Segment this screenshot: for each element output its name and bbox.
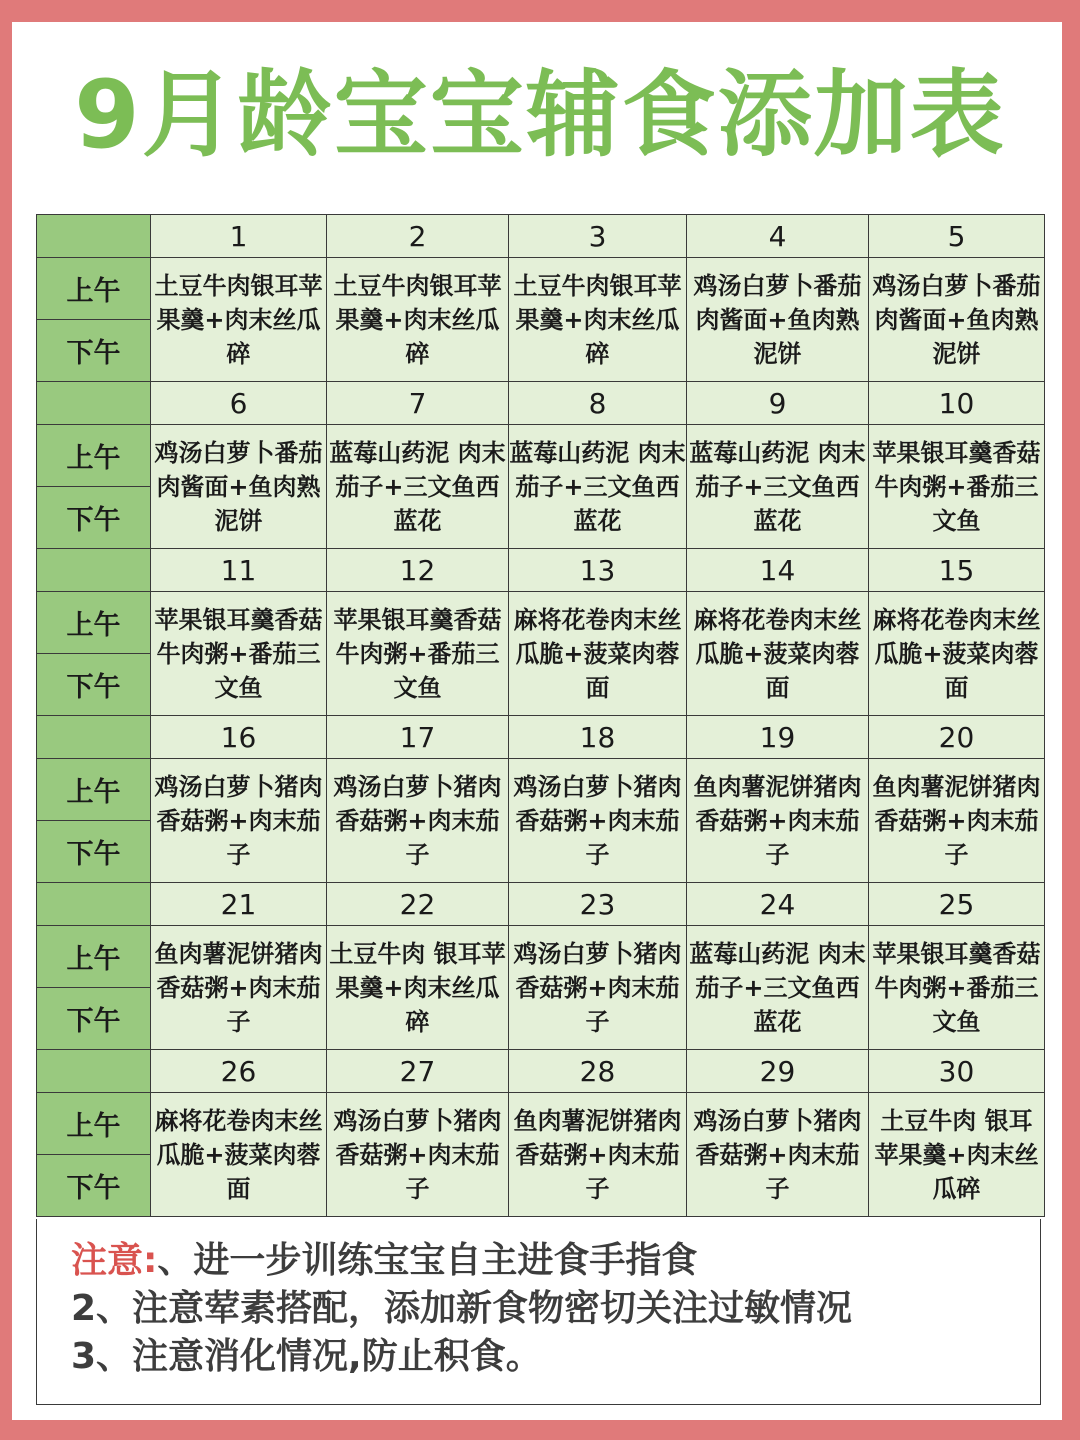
meal-cell: 蓝莓山药泥 肉末茄子+三文鱼西蓝花 <box>687 926 869 1050</box>
page-title: 9月龄宝宝辅食添加表 <box>74 61 1006 170</box>
meal-row-morning <box>37 258 1045 320</box>
day-number: 21 <box>151 883 327 926</box>
day-number: 1 <box>151 215 327 258</box>
day-number: 8 <box>509 382 687 425</box>
day-number: 15 <box>869 549 1045 592</box>
day-number: 17 <box>327 716 509 759</box>
day-number: 5 <box>869 215 1045 258</box>
day-number: 7 <box>327 382 509 425</box>
day-number: 6 <box>151 382 327 425</box>
day-number: 23 <box>509 883 687 926</box>
day-number-row <box>37 382 1045 425</box>
morning-label: 上午 <box>37 592 151 654</box>
day-number: 3 <box>509 215 687 258</box>
meal-cell: 麻将花卷肉末丝瓜脆+菠菜肉蓉面 <box>509 592 687 716</box>
day-number: 30 <box>869 1050 1045 1093</box>
meal-cell: 土豆牛肉银耳苹果羹+肉末丝瓜碎 <box>151 258 327 382</box>
meal-cell: 鸡汤白萝卜猪肉香菇粥+肉末茄子 <box>509 926 687 1050</box>
meal-cell: 土豆牛肉银耳苹果羹+肉末丝瓜碎 <box>327 258 509 382</box>
meal-cell: 鸡汤白萝卜猪肉香菇粥+肉末茄子 <box>687 1093 869 1217</box>
meal-cell: 鸡汤白萝卜猪肉香菇粥+肉末茄子 <box>151 759 327 883</box>
meal-row-morning <box>37 1093 1045 1155</box>
day-number: 16 <box>151 716 327 759</box>
day-number: 20 <box>869 716 1045 759</box>
meal-cell: 鸡汤白萝卜猪肉香菇粥+肉末茄子 <box>327 759 509 883</box>
day-number: 12 <box>327 549 509 592</box>
corner-cell <box>37 215 151 258</box>
day-number: 9 <box>687 382 869 425</box>
meal-cell: 鸡汤白萝卜番茄肉酱面+鱼肉熟泥饼 <box>687 258 869 382</box>
corner-cell <box>37 883 151 926</box>
day-number: 10 <box>869 382 1045 425</box>
meal-cell: 苹果银耳羹香菇牛肉粥+番茄三文鱼 <box>151 592 327 716</box>
meal-cell: 土豆牛肉银耳苹果羹+肉末丝瓜碎 <box>509 258 687 382</box>
corner-cell <box>37 549 151 592</box>
day-number: 22 <box>327 883 509 926</box>
day-number-row <box>37 549 1045 592</box>
note-line-1 <box>71 1237 1040 1285</box>
day-number: 26 <box>151 1050 327 1093</box>
meal-row-morning <box>37 592 1045 654</box>
note-line-3: 3、注意消化情况,防止积食。 <box>71 1336 542 1377</box>
meal-cell: 鱼肉薯泥饼猪肉香菇粥+肉末茄子 <box>687 759 869 883</box>
day-number-row <box>37 1050 1045 1093</box>
day-number-row <box>37 883 1045 926</box>
morning-label: 上午 <box>37 926 151 988</box>
meal-cell: 鱼肉薯泥饼猪肉香菇粥+肉末茄子 <box>509 1093 687 1217</box>
day-number: 28 <box>509 1050 687 1093</box>
afternoon-label: 下午 <box>37 988 151 1050</box>
day-number: 24 <box>687 883 869 926</box>
corner-cell <box>37 1050 151 1093</box>
meal-cell: 鸡汤白萝卜番茄肉酱面+鱼肉熟泥饼 <box>869 258 1045 382</box>
meal-cell: 土豆牛肉 银耳苹果羹+肉末丝瓜碎 <box>327 926 509 1050</box>
meal-cell: 苹果银耳羹香菇牛肉粥+番茄三文鱼 <box>869 425 1045 549</box>
afternoon-label: 下午 <box>37 487 151 549</box>
meal-cell: 土豆牛肉 银耳苹果羹+肉末丝瓜碎 <box>869 1093 1045 1217</box>
meal-cell: 麻将花卷肉末丝瓜脆+菠菜肉蓉面 <box>687 592 869 716</box>
afternoon-label: 下午 <box>37 654 151 716</box>
day-number: 18 <box>509 716 687 759</box>
meal-cell: 鱼肉薯泥饼猪肉香菇粥+肉末茄子 <box>151 926 327 1050</box>
meal-cell: 鸡汤白萝卜猪肉香菇粥+肉末茄子 <box>327 1093 509 1217</box>
meal-cell: 苹果银耳羹香菇牛肉粥+番茄三文鱼 <box>869 926 1045 1050</box>
morning-label: 上午 <box>37 425 151 487</box>
meal-row-morning <box>37 759 1045 821</box>
day-number: 29 <box>687 1050 869 1093</box>
meal-cell: 鸡汤白萝卜猪肉香菇粥+肉末茄子 <box>509 759 687 883</box>
day-number: 25 <box>869 883 1045 926</box>
morning-label: 上午 <box>37 258 151 320</box>
corner-cell <box>37 382 151 425</box>
meal-cell: 蓝莓山药泥 肉末茄子+三文鱼西蓝花 <box>509 425 687 549</box>
meal-schedule-table <box>36 214 1045 1217</box>
day-number: 2 <box>327 215 509 258</box>
note-text-1: 、进一步训练宝宝自主进食手指食 <box>157 1240 698 1281</box>
day-number: 19 <box>687 716 869 759</box>
note-line-2: 2、注意荤素搭配，添加新食物密切关注过敏情况 <box>71 1288 853 1329</box>
meal-cell: 蓝莓山药泥 肉末茄子+三文鱼西蓝花 <box>687 425 869 549</box>
meal-row-morning <box>37 926 1045 988</box>
day-number: 11 <box>151 549 327 592</box>
meal-cell: 鱼肉薯泥饼猪肉香菇粥+肉末茄子 <box>869 759 1045 883</box>
afternoon-label: 下午 <box>37 821 151 883</box>
day-number-row <box>37 716 1045 759</box>
day-number: 13 <box>509 549 687 592</box>
meal-cell: 鸡汤白萝卜番茄肉酱面+鱼肉熟泥饼 <box>151 425 327 549</box>
meal-row-morning <box>37 425 1045 487</box>
morning-label: 上午 <box>37 1093 151 1155</box>
day-number: 14 <box>687 549 869 592</box>
day-number: 27 <box>327 1050 509 1093</box>
notes-box <box>36 1219 1041 1405</box>
afternoon-label: 下午 <box>37 320 151 382</box>
meal-cell: 蓝莓山药泥 肉末茄子+三文鱼西蓝花 <box>327 425 509 549</box>
corner-cell <box>37 716 151 759</box>
meal-cell: 麻将花卷肉末丝瓜脆+菠菜肉蓉面 <box>151 1093 327 1217</box>
day-number-row <box>37 215 1045 258</box>
meal-cell: 苹果银耳羹香菇牛肉粥+番茄三文鱼 <box>327 592 509 716</box>
note-label: 注意: <box>71 1240 158 1281</box>
day-number: 4 <box>687 215 869 258</box>
morning-label: 上午 <box>37 759 151 821</box>
meal-cell: 麻将花卷肉末丝瓜脆+菠菜肉蓉面 <box>869 592 1045 716</box>
afternoon-label: 下午 <box>37 1155 151 1217</box>
